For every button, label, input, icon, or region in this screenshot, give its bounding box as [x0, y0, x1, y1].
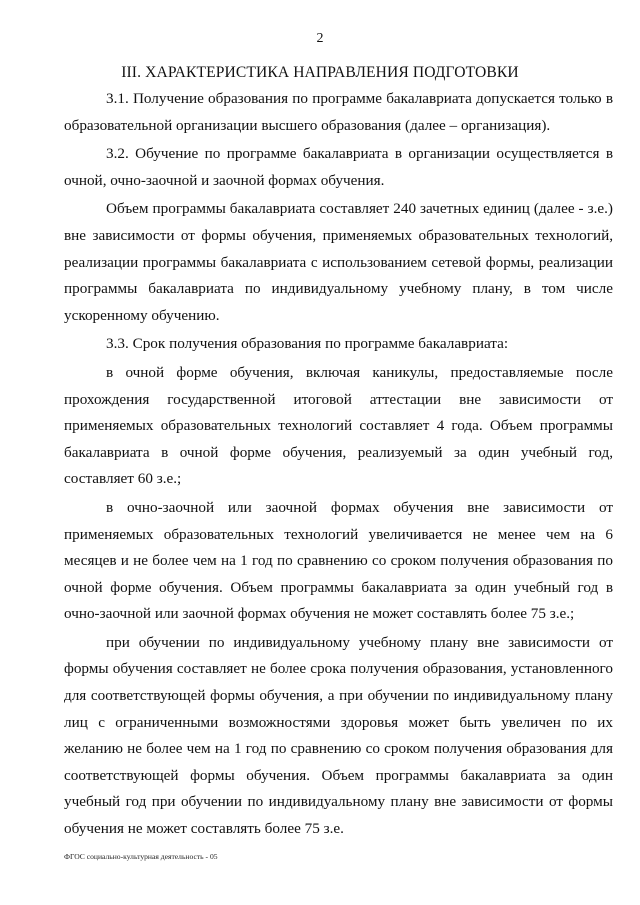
section-heading: III. ХАРАКТЕРИСТИКА НАПРАВЛЕНИЯ ПОДГОТОВКИ: [121, 64, 519, 81]
paragraph-full-time: в очной форме обучения, включая каникулы, предоставляемые после прохождения государственной итоговой аттестации вне зависимости от применяемых образовательных технологий составляет 4 года. Объем программы бакалавриата в очной форме обучения, реализуемый за один учебный год, составляет 60 з.е.;: [64, 363, 613, 488]
paragraph-3-3: 3.3. Срок получения образования по программе бакалавриата:: [106, 335, 509, 353]
document-body: [64, 86, 613, 845]
paragraph-3-1: 3.1. Получение образования по программе бакалавриата допускается только в образовательной организации высшего образования (далее – организация).: [64, 90, 613, 134]
paragraph-3-2: 3.2. Обучение по программе бакалавриата в организации осуществляется в очной, очно-заочной и заочной формах обучения.: [64, 145, 613, 189]
paragraph-individual-plan: при обучении по индивидуальному учебному плану вне зависимости от формы обучения составляет не более срока получения образования, установленного для соответствующей формы обучения, а при обучении по индивидуальному плану лиц с ограниченными возможностями здоровья может быть увеличен по их желанию не более чем на 1 год по сравнению со сроком получения образования для соответствующей формы обучения. Объем программы бакалавриата за один учебный год при обучении по индивидуальному плану вне зависимости от формы обучения не может составлять более 75 з.е.: [64, 633, 613, 838]
page-footer: ФГОС социально-культурная деятельность - 05: [64, 852, 218, 861]
paragraph-program-volume: Объем программы бакалавриата составляет 240 зачетных единиц (далее - з.е.) вне зависимости от формы обучения, применяемых образовательных технологий, реализации программы бакалавриата с использованием сетевой формы, реализации программы бакалавриата по индивидуальному учебному плану, в том числе ускоренному обучению.: [64, 200, 613, 324]
paragraph-part-time: в очно-заочной или заочной формах обучения вне зависимости от применяемых образовательных технологий увеличивается не менее чем на 6 месяцев и не более чем на 1 год по сравнению со сроком получения образования по очной форме обучения. Объем программы бакалавриата за один учебный год в очно-заочной или заочной формах обучения не может составлять более 75 з.е.;: [64, 498, 613, 623]
page-number: 2: [316, 31, 324, 46]
